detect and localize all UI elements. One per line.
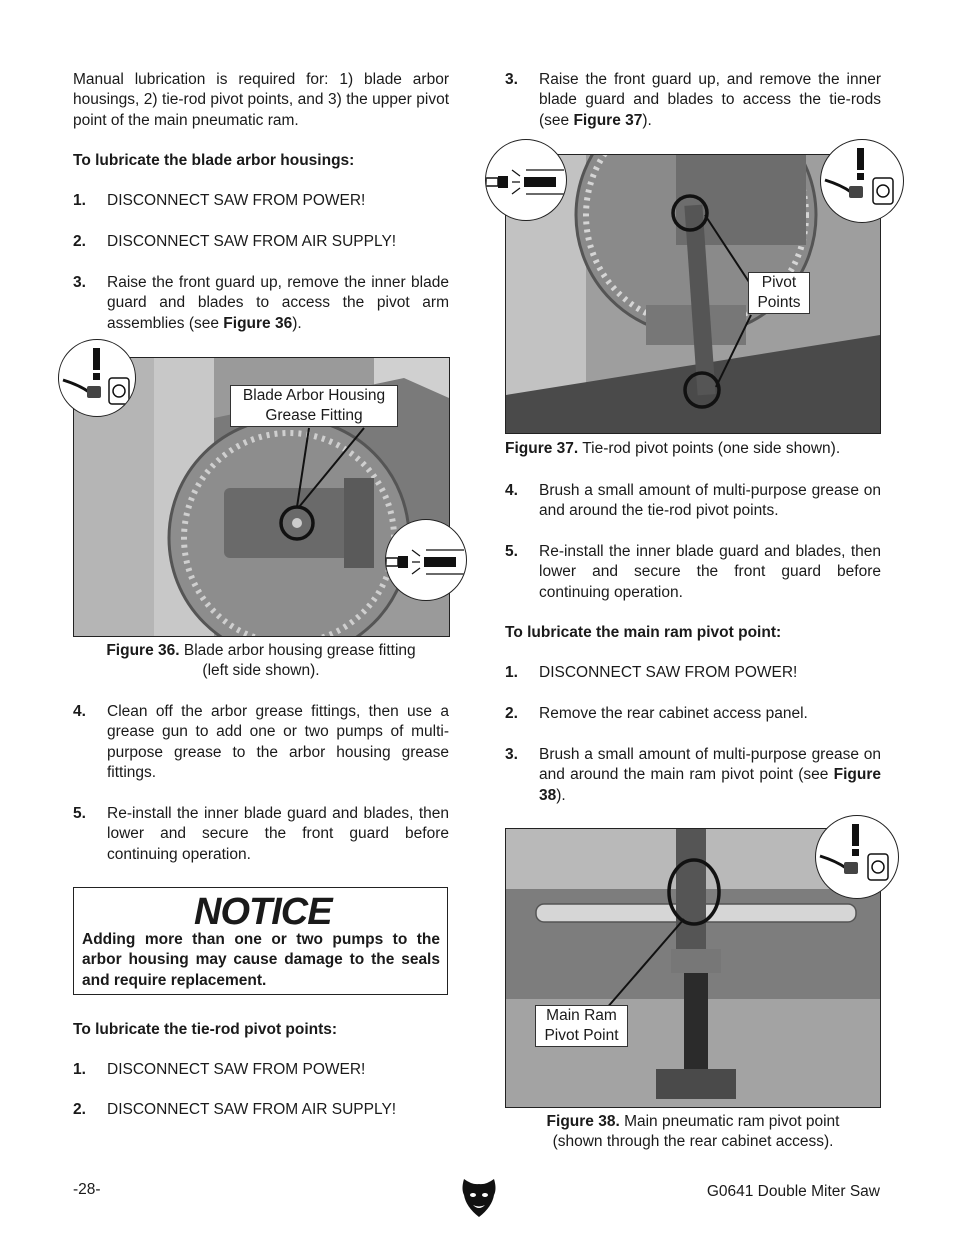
step-text: DISCONNECT SAW FROM POWER! — [539, 664, 798, 681]
step-text: Remove the rear cabinet access panel. — [539, 705, 808, 722]
callout-arbor-grease-fitting: Blade Arbor Housing Grease Fitting — [230, 385, 398, 427]
disconnect-air-icon — [385, 519, 467, 601]
step-number: 3. — [505, 71, 518, 88]
unplug-power-warning-icon — [58, 339, 136, 417]
notice-body: Adding more than one or two pumps to the arbor housing may cause damage to the seals and require replacement. — [82, 931, 440, 989]
step-text: DISCONNECT SAW FROM AIR SUPPLY! — [107, 233, 397, 250]
step-number: 2. — [73, 233, 86, 250]
tierod-step-1 — [73, 1060, 449, 1080]
heading-ram: To lubricate the main ram pivot point: — [505, 624, 782, 641]
grizzly-bear-logo-icon — [458, 1175, 500, 1219]
arbor-step-1 — [73, 191, 449, 211]
tierod-step-3 — [505, 70, 881, 132]
arbor-step-2 — [73, 232, 449, 252]
ram-step-2 — [505, 704, 881, 724]
model-name: G0641 Double Miter Saw — [706, 1183, 880, 1200]
step-number: 1. — [505, 664, 518, 681]
notice-box — [73, 887, 448, 995]
arbor-step-3 — [73, 273, 449, 335]
step-number: 2. — [73, 1101, 86, 1118]
notice-title: NOTICE — [194, 891, 332, 933]
step-number: 5. — [505, 543, 518, 560]
step-text: DISCONNECT SAW FROM AIR SUPPLY! — [107, 1101, 397, 1118]
heading-arbor: To lubricate the blade arbor housings: — [73, 152, 355, 169]
figure-reference[interactable]: Figure 37 — [573, 111, 643, 129]
step-text: Re-install the inner blade guard and blades, then lower and secure the front guard before continuing operation. — [107, 805, 449, 863]
unplug-power-warning-icon — [820, 139, 904, 223]
callout-pivot-points: Pivot Points — [748, 272, 810, 314]
step-text: DISCONNECT SAW FROM POWER! — [107, 1061, 366, 1078]
step-number: 4. — [73, 703, 86, 720]
step-text: Brush a small amount of multi-purpose grease on and around the tie-rod pivot points. — [539, 482, 881, 520]
step-text: Raise the front guard up, remove the inner blade guard and blades to access the pivot arm assemblies (see Figure 36). — [107, 274, 449, 332]
figure-38-caption: Figure 38. Main pneumatic ram pivot point (shown through the rear cabinet access). — [546, 1113, 840, 1151]
tierod-step-4 — [505, 481, 881, 523]
step-number: 5. — [73, 805, 86, 822]
figure-reference[interactable]: Figure 36 — [223, 314, 293, 332]
step-number: 2. — [505, 705, 518, 722]
heading-tierod: To lubricate the tie-rod pivot points: — [73, 1021, 338, 1038]
step-number: 3. — [505, 746, 518, 763]
step-text: Raise the front guard up, and remove the inner blade guard and blades to access the tie-rods (see Figure 37). — [539, 71, 881, 129]
step-text: Re-install the inner blade guard and blades, then lower and secure the front guard before continuing operation. — [539, 543, 881, 601]
tierod-step-2 — [73, 1100, 449, 1120]
arbor-step-4 — [73, 702, 449, 784]
step-text: Brush a small amount of multi-purpose grease on and around the main ram pivot point (see Figure 38). — [539, 746, 881, 804]
intro-paragraph: Manual lubrication is required for: 1) blade arbor housings, 2) tie-rod pivot points, and 3) the upper pivot point of the main pneumatic ram. — [73, 71, 449, 129]
disconnect-air-icon — [485, 139, 567, 221]
step-text: DISCONNECT SAW FROM POWER! — [107, 192, 366, 209]
arbor-step-5 — [73, 804, 449, 866]
figure-37-caption: Figure 37. Tie-rod pivot points (one side shown). — [505, 440, 841, 457]
page-number: -28- — [73, 1181, 101, 1198]
figure-36-caption: Figure 36. Blade arbor housing grease fitting (left side shown). — [106, 642, 416, 680]
step-number: 1. — [73, 192, 86, 209]
step-number: 1. — [73, 1061, 86, 1078]
ram-step-1 — [505, 663, 881, 683]
step-number: 4. — [505, 482, 518, 499]
ram-step-3 — [505, 745, 881, 807]
callout-main-ram-pivot: Main Ram Pivot Point — [535, 1005, 628, 1047]
step-number: 3. — [73, 274, 86, 291]
figure-reference[interactable]: Figure 38 — [539, 766, 881, 804]
step-text: Clean off the arbor grease fittings, then use a grease gun to add one or two pumps of multi-purpose grease to the arbor housing grease fittings. — [107, 703, 449, 782]
unplug-power-warning-icon — [815, 815, 899, 899]
tierod-step-5 — [505, 542, 881, 604]
